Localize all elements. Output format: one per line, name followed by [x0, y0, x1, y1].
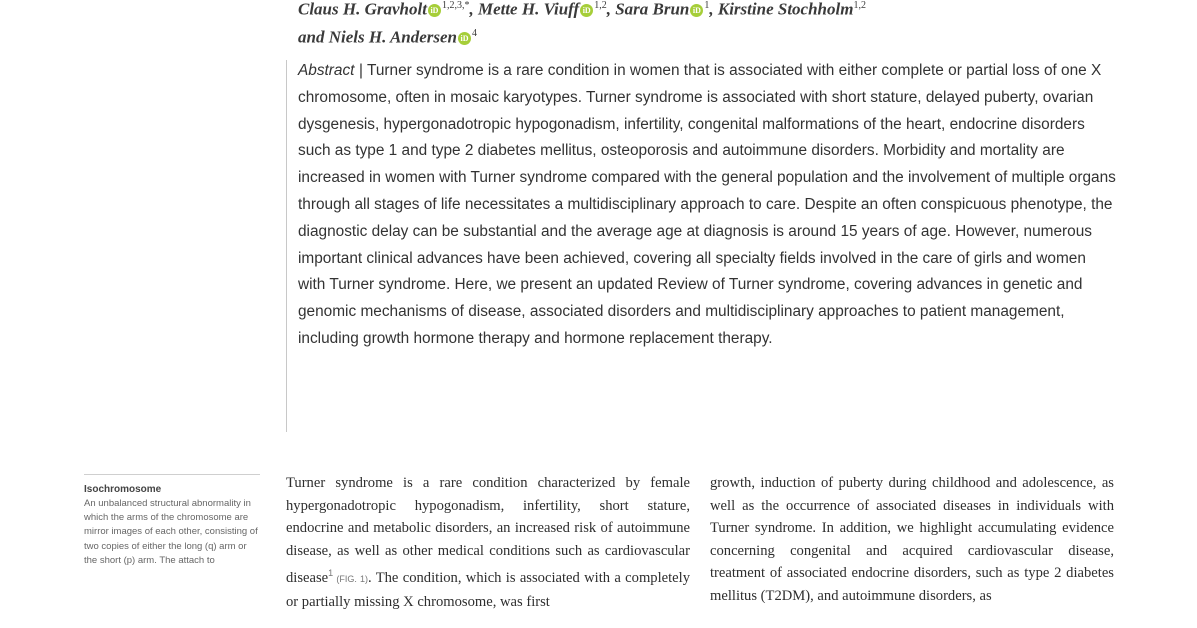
- glossary-term: Isochromosome: [84, 484, 162, 495]
- affiliation-marker: 4: [472, 27, 478, 39]
- body-column-left: [286, 472, 690, 613]
- abstract-label: Abstract |: [298, 62, 368, 79]
- affiliation-marker: 1,2: [853, 0, 866, 11]
- affiliation-marker: 1,2,3,*: [441, 0, 470, 11]
- abstract: [298, 58, 1116, 353]
- glossary-sidebar: [84, 474, 260, 568]
- author-name[interactable]: Mette H. Viuff: [477, 0, 580, 19]
- abstract-divider: [286, 60, 287, 432]
- orcid-icon[interactable]: iD: [580, 4, 593, 17]
- body-text: Turner syndrome is a rare condition characterized by female hypergonadotropic hypogonadism, infertility, short stature, endocrine and metabolic disorders, an increased risk of autoimmune disease, as well as other medical conditions such as cardiovascular disease: [286, 475, 690, 587]
- body-text: . The condition, which is associated with a completely or partially missing X chromosome, was first: [286, 570, 691, 610]
- author-name[interactable]: Claus H. Gravholt: [298, 0, 427, 19]
- reference-link[interactable]: 1: [328, 568, 334, 579]
- abstract-text: Turner syndrome is a rare condition in women that is associated with either complete or partial loss of one X chromosome, often in mosaic karyotypes. Turner syndrome is associated with short stature, delayed puberty, ovarian dysgenesis, hypergonadotropic hypogonadism, infertility, congenital malformations of the heart, endocrine disorders such as type 1 and type 2 diabetes mellitus, osteoporosis and autoimmune disorders. Morbidity and mortality are increased in women with Turner syndrome compared with the general population and the involvement of multiple organs through all stages of life necessitates a multidisciplinary approach to care. Despite an often conspicuous phenotype, the diagnostic delay can be substantial and the average age at diagnosis is around 15 years of age. However, numerous important clinical advances have been achieved, covering all specialty fields involved in the care of girls and women with Turner syndrome. Here, we present an updated Review of Turner syndrome, covering advances in genetic and genomic mechanisms of disease, associated disorders and multidisciplinary approaches to patient management, including growth hormone therapy and hormone replacement therapy.: [298, 62, 1116, 347]
- author-name[interactable]: Kirstine Stochholm: [717, 0, 854, 19]
- affiliation-marker: 1,2: [594, 0, 607, 11]
- author-list: Claus H. Gravholt iD $^{1,2,3,*}$, Mette H. Viuff iD $^{1,2}$, Sara Brun iD $^1$, Kirstine Stochholm$^{1,2}$ and Niels H. Andersen iD $^4$: [298, 0, 866, 47]
- orcid-icon[interactable]: iD: [428, 4, 441, 17]
- author-conjunction: and: [298, 27, 325, 47]
- orcid-icon[interactable]: iD: [690, 4, 703, 17]
- figure-link[interactable]: (FIG. 1): [333, 574, 369, 585]
- body-column-right: [710, 472, 1114, 608]
- author-name[interactable]: Niels H. Andersen: [328, 27, 458, 47]
- orcid-icon[interactable]: iD: [458, 32, 471, 45]
- glossary-definition: An unbalanced structural abnormality in which the arms of the chromosome are mirror images of each other, consisting of two copies of either the long (q) arm or the short (p) arm. The attach to: [84, 498, 258, 566]
- affiliation-marker: 1: [704, 0, 710, 11]
- body-text: growth, induction of puberty during childhood and adolescence, as well as the occurrence of associated diseases in individuals with Turner syndrome. In addition, we highlight accumulating evidence concerning congenital and acquired cardiovascular disease, treatment of associated endocrine disorders, such as type 2 diabetes mellitus (T2DM), and autoimmune disorders, as: [710, 475, 1114, 604]
- author-name[interactable]: Sara Brun: [615, 0, 690, 19]
